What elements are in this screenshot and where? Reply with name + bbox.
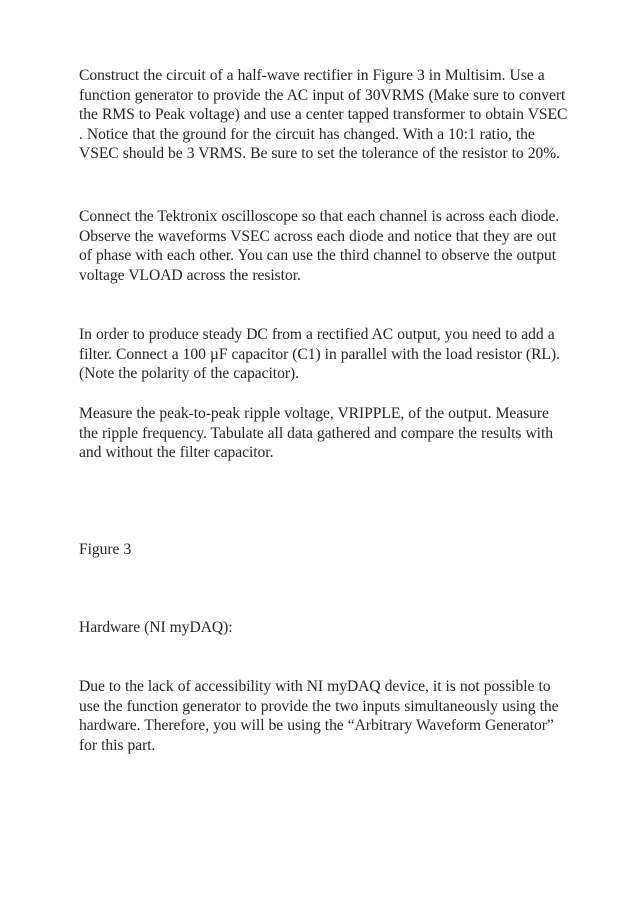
paragraph-connect-oscilloscope: Connect the Tektronix oscilloscope so that each channel is across each diode. Observe the waveforms VSEC across each diode and notice that they are out of phase with each other. You can use the third channel to observe the output voltage VLOAD across the resistor.: [79, 208, 560, 284]
paragraph-construct-circuit: Construct the circuit of a half-wave rectifier in Figure 3 in Multisim. Use a function generator to provide the AC input of 30VRMS (Make sure to convert the RMS to Peak voltage) and use a center tapped transformer to obtain VSEC . Notice that the ground for the circuit has changed. With a 10:1 ratio, the VSEC should be 3 VRMS. Be sure to set the tolerance of the resistor to 20%.: [79, 67, 568, 163]
paragraph-hardware-note: Due to the lack of accessibility with NI myDAQ device, it is not possible to use the function generator to provide the two inputs simultaneously using the hardware. Therefore, you will be using the “Arbitrary Waveform Generator” for this part.: [79, 678, 559, 754]
hardware-heading: Hardware (NI myDAQ):: [79, 619, 233, 636]
paragraph-measure-ripple: Measure the peak-to-peak ripple voltage, VRIPPLE, of the output. Measure the ripple frequency. Tabulate all data gathered and compare the results with and without the filter capacitor.: [79, 405, 553, 462]
paragraph-add-filter: In order to produce steady DC from a rectified AC output, you need to add a filter. Connect a 100 µF capacitor (C1) in parallel with the load resistor (RL). (Note the polarity of the capacitor).: [79, 326, 560, 383]
figure-caption: Figure 3: [79, 541, 132, 558]
